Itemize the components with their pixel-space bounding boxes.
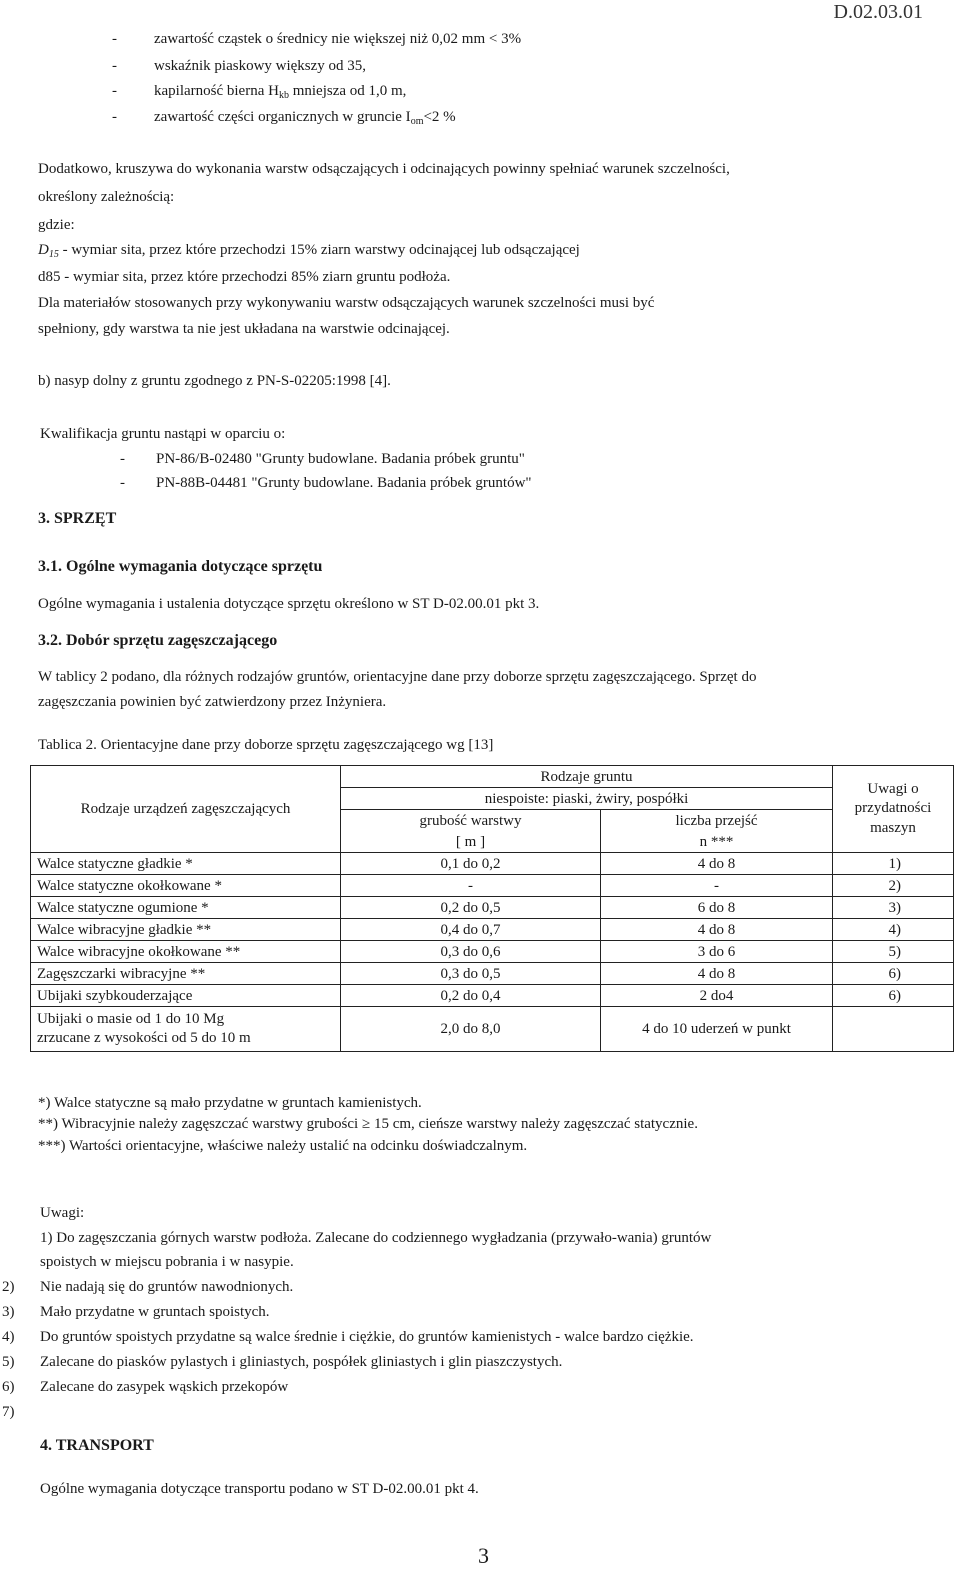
note-cell: 2) [833, 875, 954, 897]
footnote: *) Walce statyczne są mało przydatne w gruntach kamienistych. [38, 1095, 422, 1111]
note-text: Mało przydatne w gruntach spoistych. [40, 1304, 270, 1320]
section-3-2-heading: 3.2. Dobór sprzętu zagęszczającego [38, 632, 278, 649]
device-cell: Zagęszczarki wibracyjne ** [31, 963, 341, 985]
thickness-cell: 0,4 do 0,7 [341, 919, 601, 941]
note-text: Zalecane do piasków pylastych i gliniastych, pospółek gliniastych i glin piaszczystych. [40, 1354, 563, 1370]
nasyp-item: b) nasyp dolny z gruntu zgodnego z PN-S-02205:1998 [4]. [38, 373, 391, 389]
organic-value: <2 % [423, 109, 456, 125]
dash-bullet: - [112, 31, 117, 47]
dash-bullet: - [120, 451, 125, 467]
note-number: 2) [2, 1279, 15, 1295]
note-cell: 3) [833, 897, 954, 919]
paragraph-line: spełniony, gdy warstwa ta nie jest układana na warstwie odcinającej. [38, 321, 450, 337]
thickness-cell: 2,0 do 8,0 [341, 1007, 601, 1052]
header-loose-soils: niespoiste: piaski, żwiry, pospółki [341, 788, 833, 810]
table-row [31, 853, 954, 875]
dash-bullet: - [112, 83, 117, 99]
header-soil-types: Rodzaje gruntu [341, 766, 833, 788]
note-text: 1) Do zagęszczania górnych warstw podłoża. Zalecane do codziennego wygładzania (przywało-wania) gruntów [40, 1230, 712, 1246]
table-row [31, 985, 954, 1007]
device-cell: Walce statyczne ogumione * [31, 897, 341, 919]
header-passes: liczba przejść [601, 810, 833, 832]
passes-cell: 4 do 8 [601, 919, 833, 941]
thickness-cell: 0,2 do 0,5 [341, 897, 601, 919]
section-3-1-text: Ogólne wymagania i ustalenia dotyczące sprzętu określono w ST D-02.00.01 pkt 3. [38, 596, 540, 612]
header-device: Rodzaje urządzeń zagęszczających [31, 766, 341, 853]
header-notes: Uwagi o przydatności maszyn [833, 766, 954, 853]
table-row [31, 1007, 954, 1052]
device-cell: Walce wibracyjne okołkowane ** [31, 941, 341, 963]
device-line: Ubijaki o masie od 1 do 10 Mg [37, 1010, 225, 1027]
d15-symbol: D [38, 242, 49, 258]
paragraph-line: określony zależnością: [38, 189, 175, 205]
device-cell: Walce wibracyjne gładkie ** [31, 919, 341, 941]
note-cell: 5) [833, 941, 954, 963]
section-4-heading: 4. TRANSPORT [40, 1437, 154, 1454]
thickness-cell: 0,1 do 0,2 [341, 853, 601, 875]
d15-text: - wymiar sita, przez które przechodzi 15% ziarn warstwy odcinającej lub odsączającej [58, 242, 580, 258]
header-thickness: grubość warstwy [341, 810, 601, 832]
section-3-1-heading: 3.1. Ogólne wymagania dotyczące sprzętu [38, 558, 323, 575]
section-4-text: Ogólne wymagania dotyczące transportu podano w ST D-02.00.01 pkt 4. [40, 1481, 479, 1497]
header-thickness-unit: [ m ] [341, 831, 601, 853]
d15-definition [38, 241, 580, 259]
capillarity-subscript: kb [278, 90, 289, 101]
passes-cell: 2 do4 [601, 985, 833, 1007]
header-passes-symbol: n *** [601, 831, 833, 853]
d15-subscript: 15 [48, 249, 59, 260]
note-number: 7) [2, 1404, 15, 1420]
table-row [31, 963, 954, 985]
table-caption: Tablica 2. Orientacyjne dane przy doborze sprzętu zagęszczającego wg [13] [38, 737, 494, 753]
note-text: Do gruntów spoistych przydatne są walce średnie i ciężkie, do gruntów kamienistych - walce bardzo ciężkie. [40, 1329, 694, 1345]
note-cell: 6) [833, 985, 954, 1007]
passes-cell: 3 do 6 [601, 941, 833, 963]
document-code: D.02.03.01 [833, 1, 923, 23]
note-cell: 4) [833, 919, 954, 941]
dash-bullet: - [120, 475, 125, 491]
qualification-intro: Kwalifikacja gruntu nastąpi w oparciu o: [40, 426, 286, 442]
dash-bullet: - [112, 58, 117, 74]
table-row [31, 875, 954, 897]
paragraph-line: Dodatkowo, kruszywa do wykonania warstw odsączających i odcinających powinny spełniać warunek szczelności, [38, 161, 730, 177]
passes-cell: - [601, 875, 833, 897]
thickness-cell: - [341, 875, 601, 897]
thickness-cell: 0,3 do 0,5 [341, 963, 601, 985]
device-line: zrzucane z wysokości od 5 do 10 m [37, 1030, 251, 1046]
page-number: 3 [478, 1543, 489, 1568]
table-row [31, 919, 954, 941]
note-cell: 6) [833, 963, 954, 985]
note-number: 6) [2, 1379, 15, 1395]
gdzie-label: gdzie: [38, 217, 75, 233]
standard-text: PN-86/B-02480 "Grunty budowlane. Badania próbek gruntu" [156, 451, 525, 467]
device-cell: Walce statyczne okołkowane * [31, 875, 341, 897]
organic-subscript: om [410, 116, 424, 127]
requirement-text: zawartość cząstek o średnicy nie większej niż 0,02 mm < 3% [154, 31, 522, 47]
notes-title: Uwagi: [40, 1205, 85, 1221]
note-cell: 1) [833, 853, 954, 875]
passes-cell: 6 do 8 [601, 897, 833, 919]
note-text: spoistych w miejscu pobrania i w nasypie. [40, 1254, 294, 1270]
note-number: 3) [2, 1304, 15, 1320]
note-number: 4) [2, 1329, 15, 1345]
footnote: **) Wibracyjnie należy zagęszczać warstwy grubości ≥ 15 cm, cieńsze warstwy należy zagęszczać statycznie. [38, 1116, 698, 1132]
organic-label: zawartość części organicznych w gruncie I [154, 109, 411, 125]
note-number: 5) [2, 1354, 15, 1370]
device-cell: Walce statyczne gładkie * [31, 853, 341, 875]
note-text: Zalecane do zasypek wąskich przekopów [40, 1379, 289, 1395]
note-cell [833, 1007, 954, 1052]
capillarity-label: kapilarność bierna H [154, 83, 279, 99]
requirement-text [154, 108, 456, 126]
paragraph-line: Dla materiałów stosowanych przy wykonywaniu warstw odsączających warunek szczelności musi być [38, 295, 655, 311]
device-cell: Ubijaki szybkouderzające [31, 985, 341, 1007]
note-text: Nie nadają się do gruntów nawodnionych. [40, 1279, 294, 1295]
dash-bullet: - [112, 109, 117, 125]
section-3-2-text: zagęszczania powinien być zatwierdzony przez Inżyniera. [38, 694, 387, 710]
capillarity-value: mniejsza od 1,0 m, [288, 83, 407, 99]
standard-text: PN-88B-04481 "Grunty budowlane. Badania próbek gruntów" [156, 475, 532, 491]
passes-cell: 4 do 8 [601, 853, 833, 875]
passes-cell: 4 do 10 uderzeń w punkt [601, 1007, 833, 1052]
section-3-2-text: W tablicy 2 podano, dla różnych rodzajów gruntów, orientacyjne dane przy doborze sprzętu zagęszczającego. Sprzęt do [38, 669, 757, 685]
section-3-heading: 3. SPRZĘT [38, 510, 117, 527]
passes-cell: 4 do 8 [601, 963, 833, 985]
d85-definition: d85 - wymiar sita, przez które przechodzi 85% ziarn gruntu podłoża. [38, 269, 451, 285]
requirement-text [154, 82, 406, 100]
footnote: ***) Wartości orientacyjne, właściwe należy ustalić na odcinku doświadczalnym. [38, 1138, 528, 1154]
thickness-cell: 0,2 do 0,4 [341, 985, 601, 1007]
device-cell [31, 1007, 341, 1052]
thickness-cell: 0,3 do 0,6 [341, 941, 601, 963]
table-row [31, 897, 954, 919]
table-row [31, 941, 954, 963]
compaction-equipment-table [30, 765, 954, 1052]
requirement-text: wskaźnik piaskowy większy od 35, [154, 58, 367, 74]
